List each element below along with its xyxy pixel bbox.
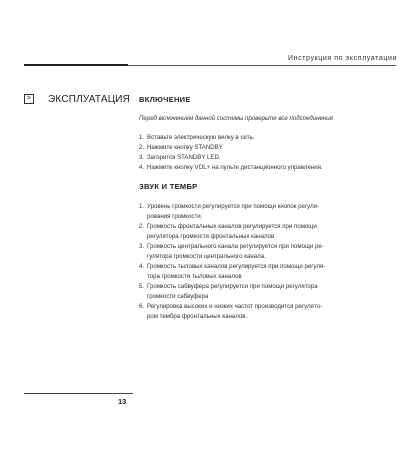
step-text: Громкость тыловых каналов регулируется при помощи регуля- тора громкости тыловых каналов [147,263,326,280]
step-text: Загорится STANDBY LED. [147,154,221,161]
step-text: Уровень громкости регулируется при помощи кнопок регули- рования громкости. [147,203,320,220]
list-item [139,133,397,143]
step-text: Вставьте электрическую вилку в сеть. [147,134,255,141]
main-content [139,95,397,322]
step-text: Громкость сабвуфера регулируется при помощи регулятора громкости сабвуфера [147,283,318,300]
header-rule-thin [128,65,396,66]
footer-rule [24,393,133,394]
list-item [139,262,397,282]
section-title: ЭКСПЛУАТАЦИЯ [48,94,131,105]
step-text: Нажмите кнопку VOL+ на пульте дистанционного управления. [147,164,323,171]
step-text: Громкость центрального канала регулируется при помощи ре- гулятора громкости центрального канала. [147,243,324,260]
step-number: 4. [139,263,145,270]
step-number: 5. [139,283,145,290]
step-number: 3. [139,243,145,250]
list-item [139,202,397,222]
step-number: 4. [139,164,145,171]
section-marker-box: > [24,94,34,104]
step-number: 1. [139,203,145,210]
header-rule-thick [24,64,128,66]
list-item [139,153,397,163]
list-item [139,282,397,302]
step-number: 2. [139,144,145,151]
page-number: 13 [118,397,127,406]
step-number: 2. [139,223,145,230]
step-number: 1. [139,134,145,141]
step-text: Громкость фронтальных каналов регулируется при помощи регулятора громкости фронтальных каналов [147,223,317,240]
list-item [139,302,397,322]
step-text: Регулировка высоких и низких частот производится регулято- ром тембра фронтальных каналов. [147,303,322,320]
power-on-steps [139,133,397,173]
list-item [139,143,397,153]
list-item [139,163,397,173]
running-header: Инструкция по эксплуатации [288,55,397,62]
power-on-intro: Перед включением данной системы проверьте все подсоединения [139,115,333,122]
list-item [139,242,397,262]
step-text: Нажмите кнопку STANDBY [147,144,223,151]
step-number: 6. [139,303,145,310]
power-on-heading: ВКЛЮЧЕНИЕ [139,95,191,104]
step-number: 3. [139,154,145,161]
list-item [139,222,397,242]
sound-heading: ЗВУК И ТЕМБР [139,182,198,191]
sound-steps [139,202,397,322]
